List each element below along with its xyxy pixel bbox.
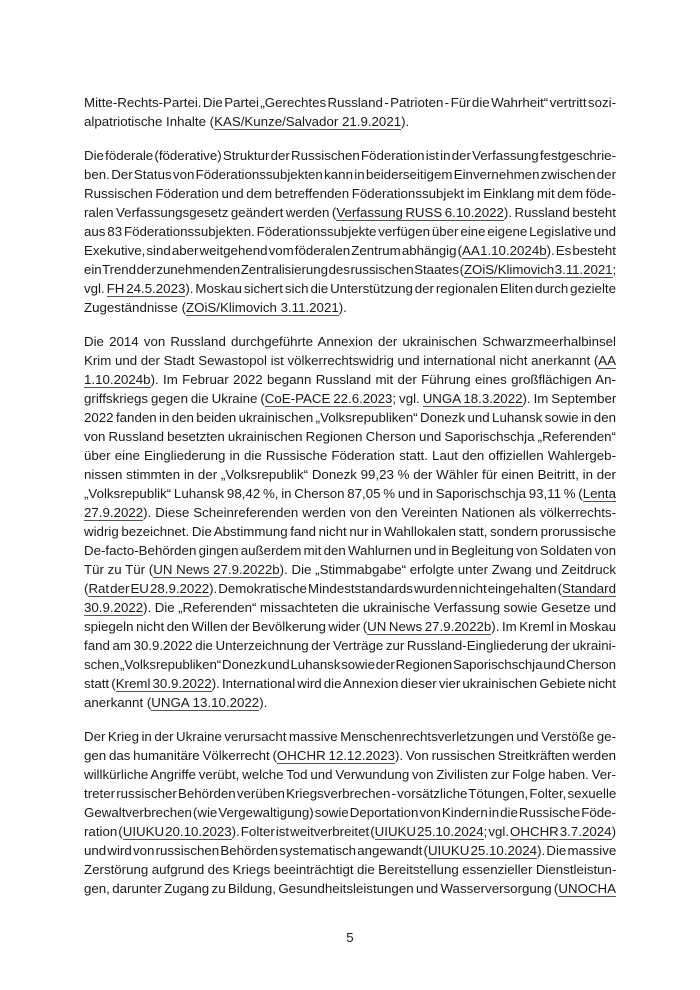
text-line (84, 146, 616, 165)
paragraph (84, 332, 616, 712)
text-line (84, 165, 616, 184)
text-line (84, 746, 616, 765)
text-segment: Tür zu Tür ( (84, 562, 154, 577)
text-segment: gen das humanitäre Völkerrecht ( (84, 748, 277, 763)
text-line (84, 541, 616, 560)
text-line (84, 93, 616, 112)
paragraph (84, 727, 616, 898)
source-reference-link[interactable]: 1.10.2024b (84, 372, 151, 387)
text-line (84, 784, 616, 803)
text-segment: ). Folter ist weitverbreitet ( (231, 824, 375, 839)
text-segment: ). Russland besteht (503, 205, 616, 220)
source-reference-link[interactable]: AA (598, 353, 616, 368)
source-reference-link[interactable]: 27.9.2022 (84, 505, 144, 520)
text-segment: De-facto-Behörden gingen außerdem mit den Wahlurnen und in Begleitung von Soldaten von (84, 543, 616, 558)
text-line (84, 279, 616, 298)
text-line (84, 765, 616, 784)
text-segment: ben. Der Status von Föderationssubjekten kann in beiderseitigem Einvernehmen zwischen der (84, 167, 616, 182)
text-line (84, 727, 616, 746)
source-reference-link[interactable]: Verfassung RUSS 6.10.2022 (336, 205, 504, 220)
text-segment: ). (259, 695, 268, 710)
source-reference-link[interactable]: KAS/Kunze/Salvador 21.9.2021 (214, 114, 402, 129)
text-segment: willkürliche Angriffe verübt, welche Tod und Verwundung von Zivilisten zur Folge haben. Ver- (84, 767, 616, 782)
text-segment: ). Die massive (537, 843, 617, 858)
source-reference-link[interactable]: Kreml 30.9.2022 (115, 676, 212, 691)
source-reference-link[interactable]: AA 1.10.2024b (462, 243, 547, 258)
text-segment: Der Krieg in der Ukraine verursacht massive Menschenrechtsverletzungen und Verstöße ge- (84, 729, 616, 744)
text-segment: ) (611, 824, 616, 839)
text-segment: anerkannt ( (84, 695, 152, 710)
text-segment: ). Von russischen Streitkräften werden (395, 748, 616, 763)
text-segment: fand am 30.9.2022 die Unterzeichnung der Verträge zur Russland-Eingliederung der ukraini- (84, 638, 616, 653)
source-reference-link[interactable]: UNOCHA (558, 881, 616, 896)
text-line (84, 203, 616, 222)
source-reference-link[interactable]: UN News 27.9.2022b (367, 619, 492, 634)
text-segment: nissen stimmten in der „Volksrepublik“ Donezk 99,23 % der Wähler für einen Beitritt, in der (84, 467, 616, 482)
text-segment: ). Im Februar 2022 begann Russland mit der Führung eines großflächigen An- (150, 372, 616, 387)
document-body (84, 93, 616, 913)
text-line (84, 184, 616, 203)
text-segment: schen „Volksrepubliken“ Donezk und Luhansk sowie der Regionen Saporischschja und Cherson (84, 657, 616, 672)
text-line (84, 636, 616, 655)
text-segment: ( (84, 581, 89, 596)
page-number: 5 (346, 930, 354, 945)
source-reference-link[interactable]: OHCHR 3.7.2024 (510, 824, 612, 839)
text-line (84, 560, 616, 579)
source-reference-link[interactable]: 30.9.2022 (84, 600, 144, 615)
text-line (84, 655, 616, 674)
text-line (84, 351, 616, 370)
source-reference-link[interactable]: UIUKU 25.10.2024 (374, 824, 484, 839)
text-segment: ). Die „Stimmabgabe“ erfolgte unter Zwang und Zeitdruck (279, 562, 616, 577)
text-segment: über eine Eingliederung in die Russische Föderation statt. Laut den offiziellen Wahlergeb- (84, 448, 616, 463)
source-reference-link[interactable]: OHCHR 12.12.2023 (276, 748, 395, 763)
text-segment: ; (612, 262, 617, 277)
text-line (84, 579, 616, 598)
text-line (84, 332, 616, 351)
text-segment: Gewaltverbrechen (wie Vergewaltigung) sowie Deportation von Kindern in die Russische Föde- (84, 805, 616, 820)
text-line (84, 446, 616, 465)
text-segment: treter russischer Behörden verüben Kriegsverbrechen - vorsätzliche Tötungen, Folter, sexuelle (84, 786, 617, 801)
text-line (84, 822, 616, 841)
text-line (84, 503, 616, 522)
text-line (84, 222, 616, 241)
text-line (84, 674, 616, 693)
text-line (84, 260, 616, 279)
source-reference-link[interactable]: Lenta (582, 486, 616, 501)
text-segment: ). Die „Referenden“ missachteten die ukrainische Verfassung sowie Gesetze und (143, 600, 617, 615)
text-segment: und wird von russischen Behörden systematisch angewandt ( (84, 843, 428, 858)
text-segment: Die föderale (föderative) Struktur der Russischen Föderation ist in der Verfassung festgeschrie- (84, 148, 616, 163)
text-line (84, 465, 616, 484)
text-segment: ). Im September (522, 391, 617, 406)
text-line (84, 841, 616, 860)
text-segment: widrig bezeichnet. Die Abstimmung fand nicht nur in Wahllokalen statt, sondern prorussische (84, 524, 616, 539)
source-reference-link[interactable]: UN News 27.9.2022b (153, 562, 280, 577)
text-segment: 2022 fanden in den beiden ukrainischen „Volksrepubliken“ Donezk und Luhansk sowie in den (84, 410, 616, 425)
text-line (84, 693, 616, 712)
text-segment: Die 2014 von Russland durchgeführte Annexion der ukrainischen Schwarzmeerhalbinsel (84, 334, 616, 349)
text-segment: Russischen Föderation und dem betreffenden Föderationssubjekt im Einklang mit dem föde- (84, 186, 616, 201)
text-segment: ). Demokratische Mindeststandards wurden nicht eingehalten ( (209, 581, 563, 596)
text-line (84, 298, 616, 317)
text-segment: aus 83 Föderationssubjekten. Föderationssubjekte verfügen über eine eigene Legislative und (84, 224, 616, 239)
text-segment: statt ( (84, 676, 116, 691)
source-reference-link[interactable]: Standard (562, 581, 616, 596)
text-segment: ralen Verfassungsgesetz geändert werden ( (84, 205, 337, 220)
text-segment: ). (338, 300, 347, 315)
text-line (84, 241, 616, 260)
text-line (84, 370, 616, 389)
text-line (84, 803, 616, 822)
text-line (84, 522, 616, 541)
source-reference-link[interactable]: UNGA 18.3.2022 (422, 391, 523, 406)
source-reference-link[interactable]: FH 24.5.2023 (106, 281, 186, 296)
text-line (84, 879, 616, 898)
text-segment: gen, darunter Zugang zu Bildung, Gesundheitsleistungen und Wasserversorgung ( (84, 881, 559, 896)
text-segment: griffskriegs gegen die Ukraine ( (84, 391, 265, 406)
text-segment: Mitte-Rechts-Partei. Die Partei „Gerechtes Russland - Patrioten - Für die Wahrheit“ vertritt sozi- (84, 95, 616, 110)
text-segment: von Russland besetzten ukrainischen Regionen Cherson und Saporischschja „Referenden“ (84, 429, 616, 444)
text-segment: ; vgl. (483, 824, 511, 839)
source-reference-link[interactable]: ZOiS/Klimovich 3.11.2021 (186, 300, 339, 315)
text-segment: spiegeln nicht den Willen der Bevölkerung wider ( (84, 619, 368, 634)
text-segment: ). Moskau sichert sich die Unterstützung der regionalen Eliten durch gezielte (185, 281, 617, 296)
paragraph (84, 146, 616, 317)
text-line (84, 112, 616, 131)
text-segment: ). Es besteht (546, 243, 616, 258)
text-segment: ein Trend der zunehmenden Zentralisierung des russischen Staates ( (84, 262, 464, 277)
text-segment: ; vgl. (392, 391, 423, 406)
text-segment: ). International wird die Annexion dieser vier ukrainischen Gebiete nicht (211, 676, 616, 691)
text-segment: Exekutive, sind aber weitgehend vom föderalen Zentrum abhängig ( (84, 243, 463, 258)
text-segment: ration ( (84, 824, 123, 839)
text-segment: ). Diese Scheinreferenden werden von den Vereinten Nationen als völkerrechts- (143, 505, 616, 520)
text-line (84, 484, 616, 503)
text-segment: Zerstörung aufgrund des Kriegs beeinträchtigt die Bereitstellung essenzieller Dienstleistun- (84, 862, 617, 877)
text-segment: ). Im Kreml in Moskau (491, 619, 616, 634)
text-segment: alpatriotische Inhalte ( (84, 114, 215, 129)
text-segment: „Volksrepublik“ Luhansk 98,42 %, in Cherson 87,05 % und in Saporischschja 93,11 % ( (84, 486, 583, 501)
text-line (84, 427, 616, 446)
source-reference-link[interactable]: ZOiS/Klimovich 3.11.2021 (463, 262, 613, 277)
source-reference-link[interactable]: UNGA 13.10.2022 (151, 695, 260, 710)
text-line (84, 408, 616, 427)
text-line (84, 598, 616, 617)
text-segment: ). (401, 114, 410, 129)
source-reference-link[interactable]: UIUKU 20.10.2023 (122, 824, 232, 839)
text-line (84, 617, 616, 636)
text-segment: Krim und der Stadt Sewastopol ist völkerrechtswidrig und international nicht anerkannt ( (84, 353, 599, 368)
source-reference-link[interactable]: Rat der EU 28.9.2022 (88, 581, 210, 596)
source-reference-link[interactable]: CoE-PACE 22.6.2023 (264, 391, 393, 406)
paragraph (84, 93, 616, 131)
text-segment: Zugeständnisse ( (84, 300, 186, 315)
text-segment: vgl. (84, 281, 107, 296)
text-line (84, 389, 616, 408)
source-reference-link[interactable]: UIUKU 25.10.2024 (427, 843, 538, 858)
text-line (84, 860, 616, 879)
